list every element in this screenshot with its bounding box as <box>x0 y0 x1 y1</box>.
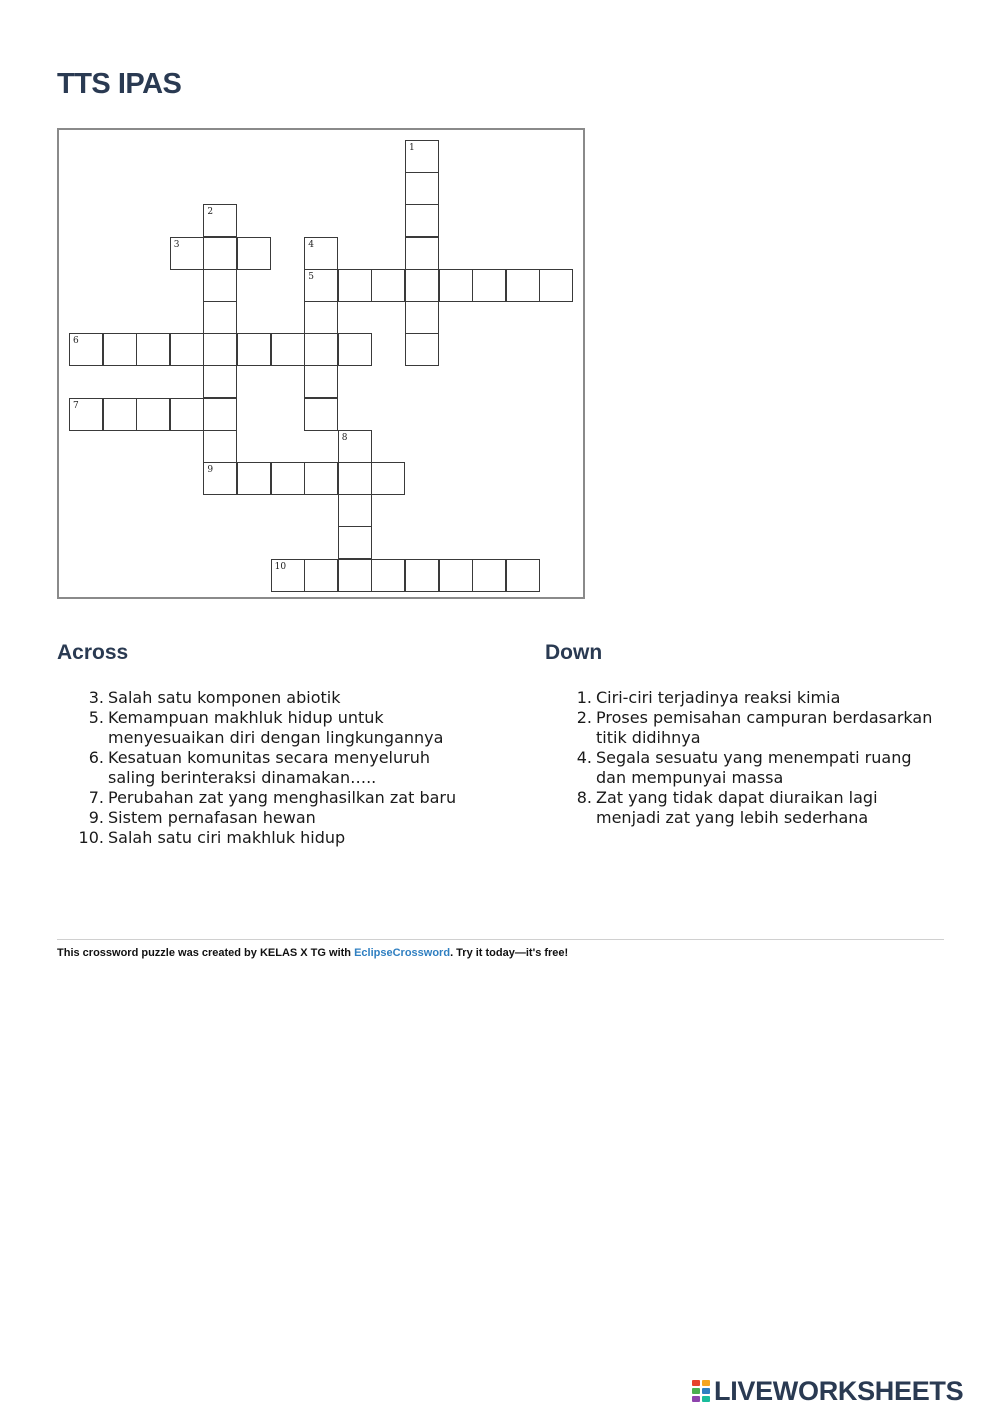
footer-suffix: . Try it today—it's free! <box>450 947 569 959</box>
down-clue <box>545 688 945 708</box>
crossword-grid <box>57 128 585 599</box>
crossword-cell[interactable] <box>506 559 540 592</box>
across-clue <box>57 708 457 748</box>
across-clue <box>57 748 457 788</box>
clue-number: 7 <box>73 400 79 411</box>
crossword-cell[interactable] <box>203 430 237 463</box>
clue-number: 2. <box>576 708 592 727</box>
eclipsecrossword-link[interactable]: EclipseCrossword <box>354 947 451 959</box>
crossword-cell[interactable] <box>338 333 372 366</box>
clue-text: Salah satu ciri makhluk hidup <box>108 828 346 847</box>
crossword-cell[interactable] <box>338 559 372 592</box>
crossword-cell[interactable] <box>304 301 338 334</box>
across-clue <box>57 788 457 808</box>
crossword-cell[interactable] <box>271 462 305 495</box>
logo-block <box>702 1396 710 1402</box>
crossword-cell[interactable] <box>271 333 305 366</box>
liveworksheets-logo[interactable] <box>692 1376 963 1406</box>
clue-number: 9 <box>207 465 214 475</box>
clue-number: 1 <box>409 143 415 153</box>
down-clue-list <box>545 688 945 828</box>
footer-prefix: This crossword puzzle was created by KELAS X TG with <box>57 947 355 959</box>
clue-number: 4 <box>308 239 314 250</box>
crossword-cell[interactable] <box>170 333 204 366</box>
clue-text: Zat yang tidak dapat diuraikan lagi menjadi zat yang lebih sederhana <box>596 788 878 827</box>
crossword-cell[interactable] <box>203 301 237 334</box>
crossword-cell[interactable] <box>170 398 204 431</box>
clue-text: Proses pemisahan campuran berdasarkan titik didihnya <box>596 708 933 747</box>
down-clue <box>545 748 945 788</box>
across-clue <box>57 688 457 708</box>
across-heading: Across <box>57 641 129 664</box>
crossword-cell[interactable] <box>304 333 338 366</box>
crossword-cell[interactable] <box>338 526 372 559</box>
crossword-cell[interactable] <box>506 269 540 302</box>
crossword-cell[interactable] <box>472 269 506 302</box>
crossword-cell[interactable] <box>439 269 473 302</box>
crossword-cell[interactable] <box>203 333 237 366</box>
clue-number: 2 <box>207 207 214 218</box>
footer-credit <box>57 947 568 959</box>
across-clue <box>57 808 457 828</box>
crossword-cell[interactable] <box>203 237 237 270</box>
logo-block <box>702 1388 710 1394</box>
crossword-cell[interactable] <box>103 333 137 366</box>
clue-number: 4. <box>576 748 592 767</box>
clue-text: Salah satu komponen abiotik <box>108 688 341 707</box>
crossword-cell[interactable] <box>203 462 237 495</box>
crossword-cell[interactable] <box>405 559 439 592</box>
crossword-cell[interactable] <box>203 398 237 431</box>
clue-number: 1. <box>576 688 592 707</box>
down-heading: Down <box>545 641 603 664</box>
crossword-cell[interactable] <box>405 140 439 173</box>
clue-number: 3 <box>173 239 180 250</box>
across-clue <box>57 828 457 848</box>
crossword-cell[interactable] <box>371 462 405 495</box>
logo-blocks-icon <box>692 1380 710 1402</box>
crossword-cell[interactable] <box>405 269 439 302</box>
logo-block <box>692 1380 700 1386</box>
crossword-cell[interactable] <box>136 333 170 366</box>
crossword-cell[interactable] <box>271 559 305 592</box>
crossword-cell[interactable] <box>237 237 271 270</box>
clue-text: Perubahan zat yang menghasilkan zat baru <box>108 788 457 807</box>
clue-number: 10 <box>274 561 287 572</box>
clue-number: 3. <box>88 688 104 707</box>
clue-number: 6. <box>88 748 104 767</box>
clue-text: Kemampuan makhluk hidup untuk menyesuaikan diri dengan lingkungannya <box>108 708 444 747</box>
crossword-cell[interactable] <box>371 269 405 302</box>
clue-number: 8 <box>341 432 348 443</box>
clue-text: Sistem pernafasan hewan <box>108 808 316 827</box>
crossword-cell[interactable] <box>405 172 439 205</box>
clue-number: 7. <box>88 788 104 807</box>
crossword-cell[interactable] <box>103 398 137 431</box>
crossword-cell[interactable] <box>405 301 439 334</box>
logo-text: LIVEWORKSHEETS <box>714 1375 964 1406</box>
crossword-cell[interactable] <box>338 269 372 302</box>
logo-block <box>692 1396 700 1402</box>
clue-number: 9. <box>88 808 104 827</box>
crossword-cell[interactable] <box>472 559 506 592</box>
crossword-cell[interactable] <box>304 398 338 431</box>
crossword-cell[interactable] <box>405 333 439 366</box>
crossword-cell[interactable] <box>338 462 372 495</box>
clue-text: Segala sesuatu yang menempati ruang dan mempunyai massa <box>596 748 912 787</box>
crossword-cell[interactable] <box>237 333 271 366</box>
crossword-cell[interactable] <box>304 462 338 495</box>
clue-text: Kesatuan komunitas secara menyeluruh saling berinteraksi dinamakan….. <box>108 748 430 787</box>
crossword-cell[interactable] <box>304 269 338 302</box>
crossword-cell[interactable] <box>304 365 338 398</box>
logo-block <box>702 1380 710 1386</box>
crossword-cell[interactable] <box>203 204 237 237</box>
crossword-cell[interactable] <box>203 269 237 302</box>
down-clue <box>545 788 945 828</box>
clue-number: 10. <box>78 828 104 847</box>
down-clue <box>545 708 945 748</box>
crossword-cell[interactable] <box>237 462 271 495</box>
clue-text: Ciri-ciri terjadinya reaksi kimia <box>596 688 841 707</box>
crossword-cell[interactable] <box>136 398 170 431</box>
page-title: TTS IPAS <box>57 68 182 100</box>
crossword-cell[interactable] <box>539 269 573 302</box>
crossword-cell[interactable] <box>338 494 372 527</box>
crossword-cell[interactable] <box>203 365 237 398</box>
logo-block <box>692 1388 700 1394</box>
crossword-cell[interactable] <box>69 333 103 366</box>
crossword-cell[interactable] <box>304 559 338 592</box>
clue-number: 6 <box>73 336 79 347</box>
crossword-cell[interactable] <box>338 430 372 463</box>
crossword-cell[interactable] <box>405 237 439 270</box>
crossword-cell[interactable] <box>439 559 473 592</box>
crossword-cell[interactable] <box>304 237 338 270</box>
clue-number: 5. <box>88 708 104 727</box>
footer-divider <box>57 939 944 940</box>
crossword-cell[interactable] <box>69 398 103 431</box>
crossword-cell[interactable] <box>170 237 204 270</box>
crossword-cell[interactable] <box>371 559 405 592</box>
crossword-cell[interactable] <box>405 204 439 237</box>
across-clue-list <box>57 688 457 848</box>
clue-number: 8. <box>576 788 592 807</box>
clue-number: 5 <box>308 271 314 282</box>
